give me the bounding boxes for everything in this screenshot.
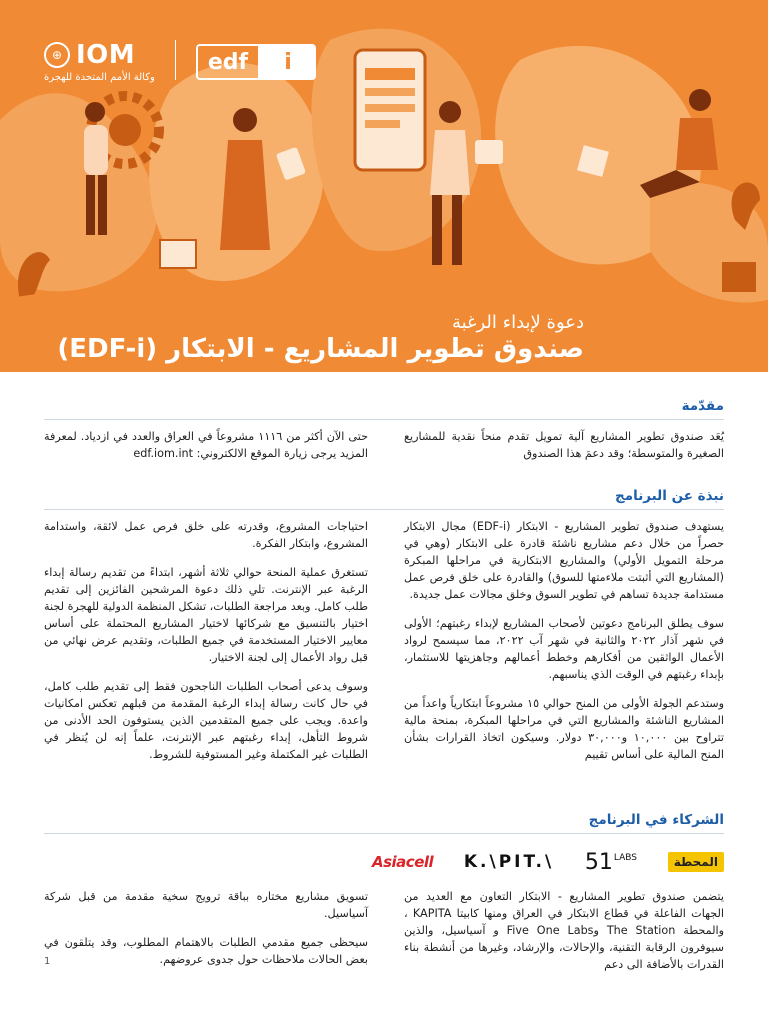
partners-right-text: يتضمن صندوق تطوير المشاريع - الابتكار التعاون مع العديد من الجهات الفاعلة في قطاع الابتكار في العراق ومنها كابيتا KAPITA ، والمحطة The Station وFive One Labs و آسياسيل، والذين سيوفرون الرقابة التقنية، والإحالات، والإرشاد، وغيرها من أنشطة بناء القدرات بالأضافة الى دعم bbox=[404, 890, 725, 971]
program-heading: نبذة عن البرنامج bbox=[615, 488, 724, 504]
edf-logo-text: edf bbox=[196, 44, 260, 80]
partners-divider bbox=[44, 833, 724, 834]
intro-left-column bbox=[44, 428, 368, 474]
program-left-column bbox=[44, 518, 368, 775]
page-number: 1 bbox=[44, 956, 51, 967]
globe-icon: ⊕ bbox=[44, 42, 70, 68]
intro-right-column bbox=[404, 428, 724, 474]
page-title: صندوق تطوير المشاريع - الابتكار (EDF-i) bbox=[57, 334, 584, 364]
partners-right-column bbox=[404, 888, 724, 985]
program-left-paragraph: احتياجات المشروع، وقدرته على خلق فرص عمل لائقة، واستدامة المشروع، وابتكار الفكرة. bbox=[44, 520, 368, 550]
partners-left-paragraph: سيحظى جميع مقدمي الطلبات بالاهتمام المطلوب، وقد يتلقون في بعض الحالات ملاحظات حول جدوى عروضهم. bbox=[44, 936, 368, 966]
five-one-labs-number: 51 bbox=[584, 849, 613, 875]
iom-logo-arabic: وكالة الأمم المتحدة للهجرة bbox=[44, 72, 155, 83]
program-left-paragraph: تستغرق عملية المنحة حوالي ثلاثة أشهر، ابتداءً من تقديم رسالة إبداء الرغبة عبر الإنترنت. تلي ذلك دعوة المرشحين الفائزين إلى تقديم طلب كامل. وبعد مراجعة الطلبات، تشكل المنظمة الدولية للهجرة لجنة اختيار بالتنسيق مع شركائها لاختيار المشاريع المحتملة على أساس معايير الاختيار المستخدمة في جميع الطلبات، وتقديم عرض نهائي من قبل رواد الأعمال إلى لجنة الاختيار. bbox=[44, 566, 368, 664]
header-banner bbox=[0, 0, 768, 372]
program-right-paragraph: سوف يطلق البرنامج دعوتين لأصحاب المشاريع لإبداء رغبتهم؛ الأولى في شهر آذار ٢٠٢٢ والثانية في شهر آب ٢٠٢٢، مما سيسمح لرواد الأعمال الواثقين من أفكارهم وخطط أعمالهم وجاهزيتها للاستثمار، بإبداء رغبتهم في الوقت الذي يناسبهم. bbox=[404, 617, 724, 681]
the-station-logo: المحطة bbox=[668, 852, 724, 872]
program-left-paragraph: وسوف يدعى أصحاب الطلبات الناجحون فقط إلى تقديم طلب كامل، في حال كانت رسالة إبداء الرغبة المقدمة من قبلهم تعكس امكانيات واعدة. ويجب على جميع المتقدمين الذين يستوفون الحد الأدنى من شروط التأهل، إبداء رغبتهم عبر الإنترنت، علماً إنه لن يُنظر في الطلبات غير المكتملة وغير المستوفية للشروط. bbox=[44, 680, 368, 761]
logo-divider bbox=[175, 40, 176, 80]
logo-group bbox=[44, 40, 316, 83]
partners-heading: الشركاء في البرنامج bbox=[588, 812, 724, 828]
five-one-labs-word: LABS bbox=[613, 852, 637, 863]
partners-left-paragraph: تسويق مشاريع مختاره بباقة ترويج سخية مقدمة من قبل شركة آسياسيل. bbox=[44, 890, 368, 920]
edf-logo-suffix: i bbox=[260, 44, 316, 80]
five-one-labs-logo bbox=[585, 850, 637, 875]
intro-divider bbox=[44, 419, 724, 420]
program-right-paragraph: وستدعم الجولة الأولى من المنح حوالي ١٥ مشروعاً ابتكارياً واعداً من المشاريع الناشئة والمشاريع التي في مراحلها المبكرة، بمنحة مالية تتراوح بين ١٠,٠٠٠ و٣٠,٠٠٠ دولار. وسيكون اتخاذ القرارات بشأن المنح المالية على أساس تقييم bbox=[404, 697, 724, 761]
page-kicker: دعوة لإبداء الرغبة bbox=[451, 312, 584, 333]
edf-logo bbox=[196, 44, 316, 80]
intro-heading: مقدّمة bbox=[681, 398, 724, 414]
program-right-paragraph: يستهدف صندوق تطوير المشاريع - الابتكار (EDF-i) مجال الابتكار حصراً من خلال دعم مشاريع ناشئة قادرة على الابتكار (وهي في مرحلة التمويل الأولي) والمشاريع الابتكارية في مراحلها المبكرة (المشاريع التي أثبتت ملاءمتها للسوق) والقادرة على خلق فرص عمل مستدامة جديدة تساهم في تطوير السوق وخلق مجالات عمل جديدة. bbox=[404, 520, 724, 601]
iom-logo-text: IOM bbox=[76, 40, 136, 70]
partners-left-column bbox=[44, 888, 368, 980]
program-right-column bbox=[404, 518, 724, 775]
program-divider bbox=[44, 509, 724, 510]
kapita-logo: K.\PIT.\ bbox=[463, 852, 555, 872]
iom-logo bbox=[44, 40, 155, 83]
asiacell-logo: Asiacell bbox=[372, 853, 434, 871]
intro-right-text: يُعَد صندوق تطوير المشاريع آلية تمويل تقدم منحاً نقدية للمشاريع الصغيرة والمتوسطة؛ وقد دعمَ هذا الصندوق bbox=[404, 430, 724, 460]
partner-logos bbox=[372, 842, 724, 882]
intro-left-text: حتى الآن أكثر من ١١١٦ مشروعاً في العراق والعدد في ازدياد. لمعرفة المزيد يرجى زيارة الموقع الالكتروني: edf.iom.int bbox=[44, 430, 368, 460]
